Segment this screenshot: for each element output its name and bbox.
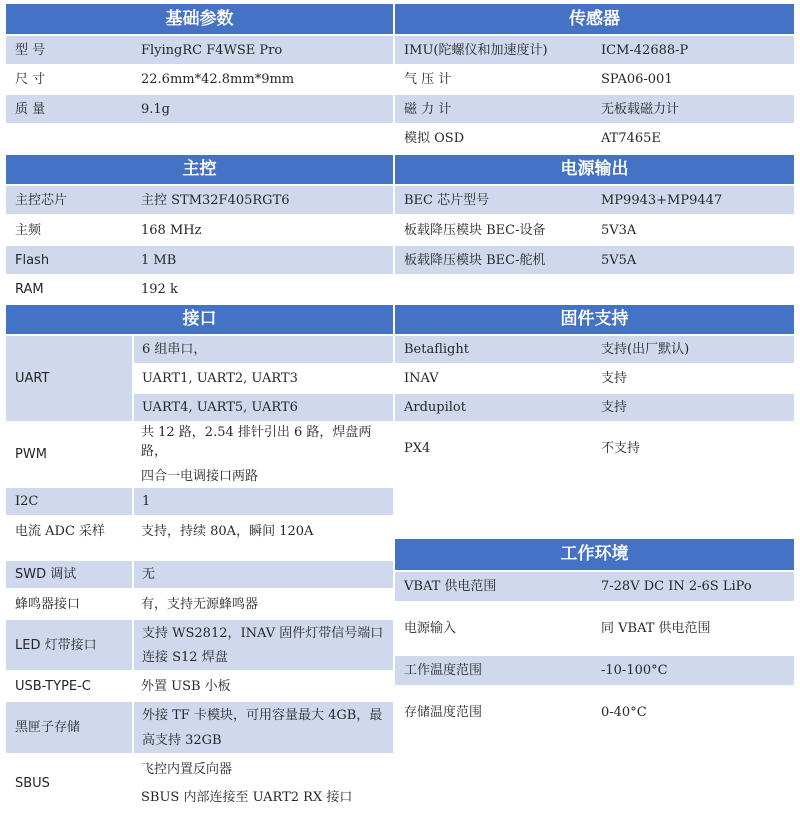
table-row [395, 35, 794, 65]
table-row [395, 364, 794, 393]
mcu-header: 主控 [6, 155, 393, 185]
blackbox-line: 高支持 32GB [142, 732, 222, 748]
sensors-header: 传感器 [395, 4, 794, 35]
row-value: MP9943+MP9447 [593, 185, 794, 215]
row-label: 气 压 计 [395, 65, 593, 94]
row-label: 模拟 OSD [395, 124, 593, 153]
row-value: ICM-42688-P [593, 35, 794, 65]
basic-params-header: 基础参数 [6, 4, 393, 35]
table-row [6, 671, 393, 701]
row-value: 0-40°C [593, 686, 794, 739]
buzzer-label: 蜂鸣器接口 [6, 589, 133, 619]
table-row [395, 65, 794, 94]
row-label: 主控芯片 [6, 185, 133, 215]
ports-table [6, 305, 393, 813]
row-label: 质 量 [6, 94, 133, 124]
row-value: 同 VBAT 供电范围 [593, 602, 794, 655]
table-row [6, 124, 393, 153]
swd-label: SWD 调试 [6, 560, 133, 589]
mcu-table [6, 155, 393, 305]
usb-label: USB-TYPE-C [6, 671, 133, 701]
row-value: 无板载磁力计 [593, 94, 794, 124]
table-row [6, 335, 393, 364]
row-label: BEC 芯片型号 [395, 185, 593, 215]
table-row [6, 754, 393, 812]
row-value: 不支持 [593, 422, 794, 475]
row-value: 192 k [133, 275, 393, 304]
row-label: IMU(陀螺仪和加速度计) [395, 35, 593, 65]
row-label: 磁 力 计 [395, 94, 593, 124]
row-label: RAM [6, 275, 133, 304]
table-row [6, 65, 393, 94]
led-label: LED 灯带接口 [6, 619, 133, 671]
i2c-value: 1 [133, 487, 393, 516]
pwm-label: PWM [6, 422, 133, 487]
row-value: SPA06-001 [593, 65, 794, 94]
power-output-header: 电源输出 [395, 155, 794, 185]
table-row [395, 571, 794, 602]
i2c-label: I2C [6, 487, 133, 516]
sbus-line: SBUS 内部连接至 UART2 RX 接口 [141, 789, 353, 805]
row-value: AT7465E [593, 124, 794, 153]
firmware-table [395, 305, 794, 476]
table-row [395, 245, 794, 275]
led-line: 支持 WS2812，INAV 固件灯带信号端口 [142, 625, 384, 641]
table-row [395, 124, 794, 153]
row-label: 型 号 [6, 35, 133, 65]
row-value: 支持(出厂默认) [593, 335, 794, 364]
row-value: 22.6mm*42.8mm*9mm [133, 65, 393, 94]
uart-label: UART [6, 335, 133, 422]
row-value: -10-100°C [593, 655, 794, 686]
swd-value: 无 [133, 560, 393, 589]
buzzer-value: 有，支持无源蜂鸣器 [133, 589, 393, 619]
table-row [395, 393, 794, 422]
table-row [6, 185, 393, 215]
pwm-value [133, 422, 393, 487]
environment-header: 工作环境 [395, 539, 794, 571]
row-label: 工作温度范围 [395, 655, 593, 686]
pwm-line: 四合一电调接口两路 [141, 469, 259, 484]
blackbox-label: 黑匣子存储 [6, 701, 133, 754]
table-row [6, 35, 393, 65]
usb-value: 外置 USB 小板 [133, 671, 393, 701]
row-value: 支持 [593, 393, 794, 422]
row-label: Flash [6, 245, 133, 275]
row-value: 支持 [593, 364, 794, 393]
table-row [6, 487, 393, 516]
table-row [6, 422, 393, 487]
power-output-table [395, 155, 794, 276]
row-label: 尺 寸 [6, 65, 133, 94]
table-row [6, 516, 393, 546]
sbus-label: SBUS [6, 754, 133, 812]
pwm-line: 共 12 路，2.54 排针引出 6 路，焊盘两路， [141, 425, 372, 459]
uart-line: UART1, UART2, UART3 [133, 364, 393, 393]
table-row [6, 619, 393, 671]
row-value: 5V5A [593, 245, 794, 275]
row-value: 9.1g [133, 94, 393, 124]
row-label: 板载降压模块 BEC-舵机 [395, 245, 593, 275]
row-value: 5V3A [593, 215, 794, 245]
table-row [6, 94, 393, 124]
table-row [395, 94, 794, 124]
row-label: Betaflight [395, 335, 593, 364]
row-label: 存储温度范围 [395, 686, 593, 739]
table-row [395, 215, 794, 245]
table-row [6, 560, 393, 589]
table-row [395, 686, 794, 739]
basic-params-table [6, 4, 393, 154]
row-value: 1 MB [133, 245, 393, 275]
table-row [395, 185, 794, 215]
adc-value: 支持，持续 80A，瞬间 120A [133, 516, 393, 546]
sensors-table [395, 4, 794, 154]
table-row [6, 701, 393, 754]
row-value: FlyingRC F4WSE Pro [133, 35, 393, 65]
uart-line: UART4, UART5, UART6 [133, 393, 393, 422]
ports-header: 接口 [6, 305, 393, 335]
adc-label: 电流 ADC 采样 [6, 516, 133, 546]
led-value [133, 619, 393, 671]
sbus-value [133, 754, 393, 812]
sbus-line: 飞控内置反向器 [141, 761, 233, 777]
table-row [6, 275, 393, 304]
row-label: 电源输入 [395, 602, 593, 655]
table-row [6, 215, 393, 245]
row-label: INAV [395, 364, 593, 393]
blackbox-line: 外接 TF 卡模块，可用容量最大 4GB，最 [142, 707, 383, 723]
row-label: PX4 [395, 422, 593, 475]
table-row [395, 602, 794, 655]
row-label: 主频 [6, 215, 133, 245]
uart-line: 6 组串口， [133, 335, 393, 364]
environment-table [395, 539, 794, 740]
table-row [395, 422, 794, 475]
table-row [6, 589, 393, 619]
firmware-header: 固件支持 [395, 305, 794, 335]
table-row [395, 655, 794, 686]
row-value: 7-28V DC IN 2-6S LiPo [593, 571, 794, 602]
blackbox-value [133, 701, 393, 754]
row-label: 板载降压模块 BEC-设备 [395, 215, 593, 245]
led-line: 连接 S12 焊盘 [142, 649, 228, 665]
row-label: VBAT 供电范围 [395, 571, 593, 602]
table-row [395, 335, 794, 364]
row-value: 主控 STM32F405RGT6 [133, 185, 393, 215]
row-value: 168 MHz [133, 215, 393, 245]
table-row [6, 245, 393, 275]
row-label: Ardupilot [395, 393, 593, 422]
